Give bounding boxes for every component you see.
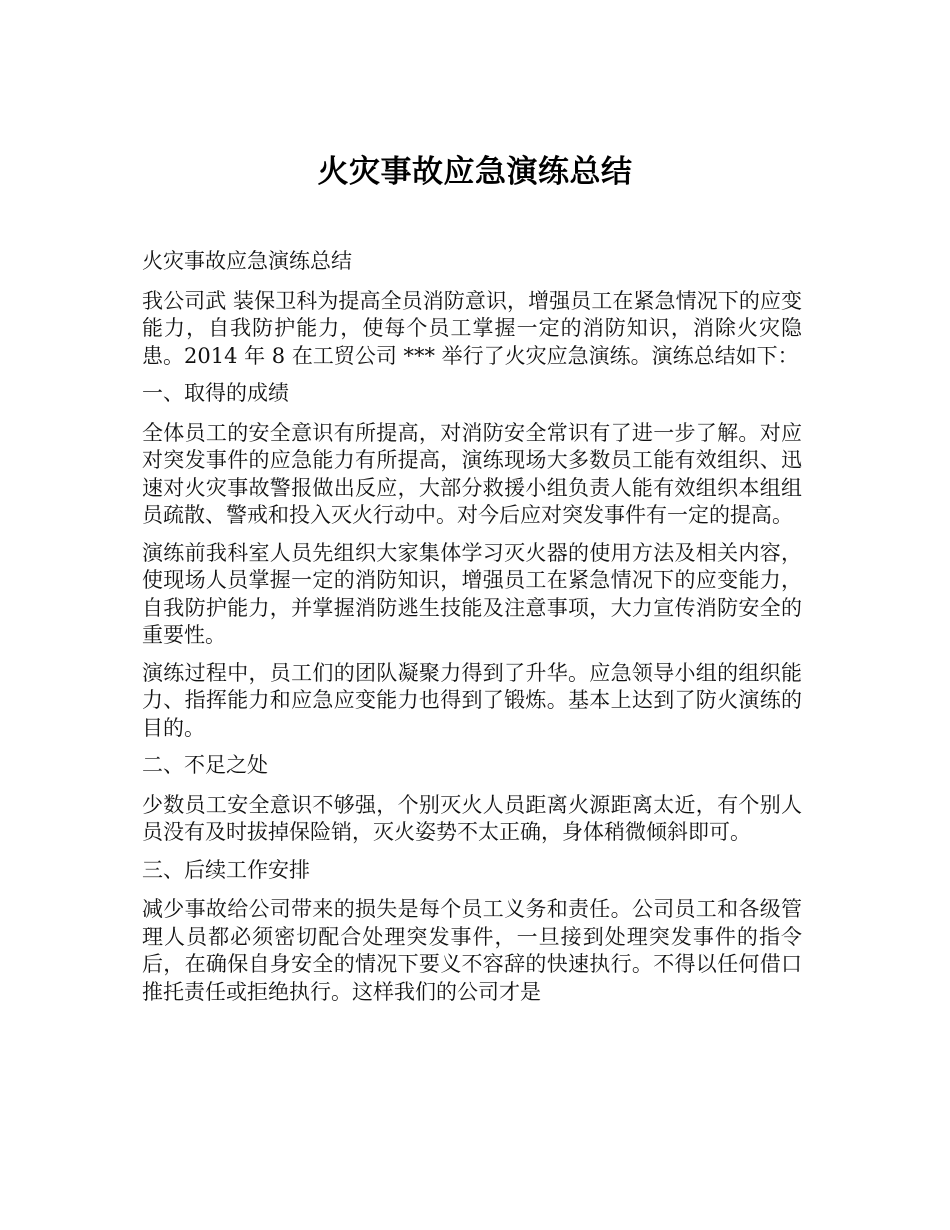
section1-paragraph-1: 全体员工的安全意识有所提高，对消防安全常识有了进一步了解。对应对突发事件的应急能力有所提高，演练现场大多数员工能有效组织、迅速对火灾事故警报做出反应，大部分救援小组负责人能有效组织本组组员疏散、警戒和投入灭火行动中。对今后应对突发事件有一定的提高。: [142, 420, 802, 527]
section2-paragraph-1: 少数员工安全意识不够强，个别灭火人员距离火源距离太近，有个别人员没有及时拔掉保险销，灭火姿势不太正确，身体稍微倾斜即可。: [142, 792, 802, 844]
section2-heading: 二、不足之处: [142, 753, 268, 777]
document-subtitle: 火灾事故应急演练总结: [142, 249, 352, 273]
document-title: 火灾事故应急演练总结: [317, 154, 633, 190]
intro-paragraph: 我公司武 装保卫科为提高全员消防意识，增强员工在紧急情况下的应变能力，自我防护能力，使每个员工掌握一定的消防知识，消除火灾隐患。2014 年 8 在工贸公司 *** 举行了火灾应急演练。演练总结如下：: [142, 288, 802, 368]
section3-paragraph-1: 减少事故给公司带来的损失是每个员工义务和责任。公司员工和各级管理人员都必须密切配合处理突发事件，一旦接到处理突发事件的指令后，在确保自身安全的情况下要义不容辞的快速执行。不得以任何借口推托责任或拒绝执行。这样我们的公司才是: [142, 897, 802, 1004]
section1-paragraph-3: 演练过程中，员工们的团队凝聚力得到了升华。应急领导小组的组织能力、指挥能力和应急应变能力也得到了锻炼。基本上达到了防火演练的目的。: [142, 660, 802, 740]
document-body: [142, 248, 802, 1016]
section1-paragraph-2: 演练前我科室人员先组织大家集体学习灭火器的使用方法及相关内容，使现场人员掌握一定的消防知识，增强员工在紧急情况下的应变能力，自我防护能力，并掌握消防逃生技能及注意事项，大力宣传消防安全的重要性。: [142, 540, 802, 647]
section3-heading: 三、后续工作安排: [142, 857, 310, 882]
section1-heading: 一、取得的成绩: [142, 381, 289, 405]
